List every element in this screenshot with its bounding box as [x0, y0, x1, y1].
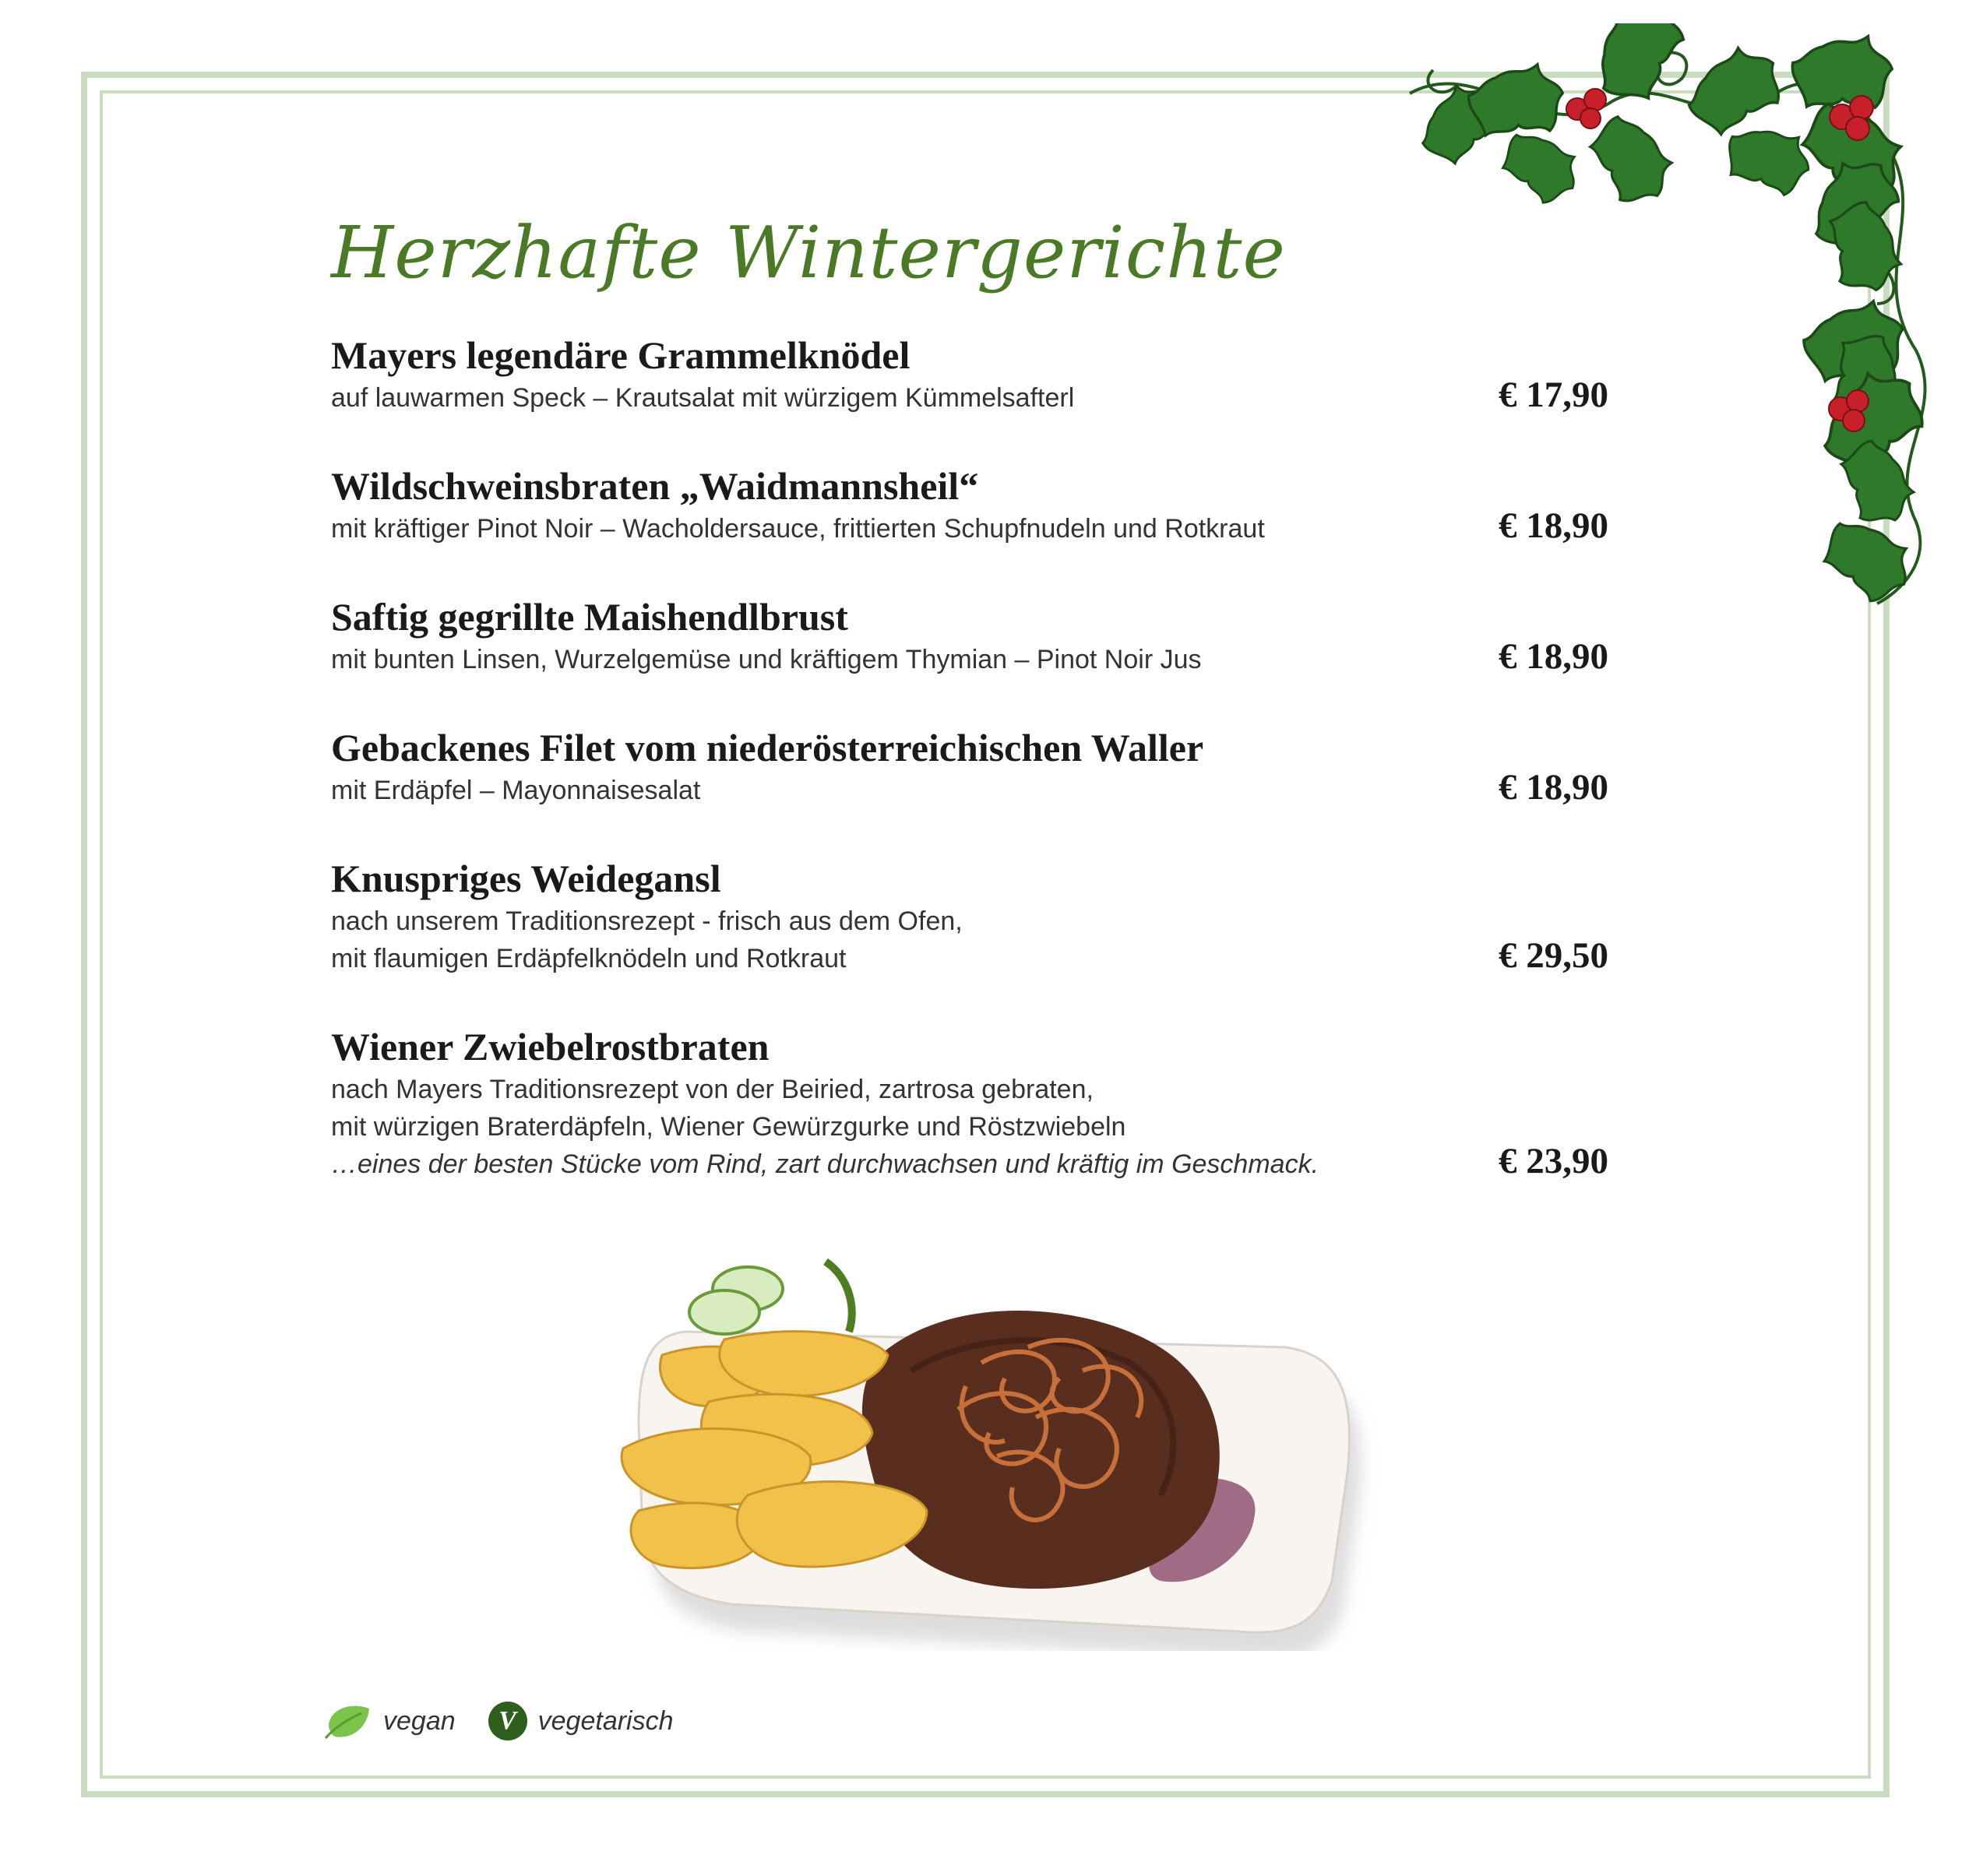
dish-description: mit Erdäpfel – Mayonnaisesalat [331, 776, 701, 805]
dish-description: nach unserem Traditionsrezept - frisch aus dem Ofen, [331, 906, 963, 936]
dish-description: mit bunten Linsen, Wurzelgemüse und kräftigem Thymian – Pinot Noir Jus [331, 645, 1202, 674]
menu-item [331, 462, 1608, 547]
dish-description: mit kräftiger Pinot Noir – Wacholdersauce, frittierten Schupfnudeln und Rotkraut [331, 514, 1265, 544]
dish-name: Wildschweinsbraten „Waidmannsheil“ [331, 464, 979, 508]
menu-item [331, 1022, 1608, 1183]
dish-description-note: …eines der besten Stücke vom Rind, zart durchwachsen und kräftig im Geschmack. [331, 1149, 1319, 1179]
page-title: Herzhafte Wintergerichte [331, 211, 1286, 294]
dish-price: € 29,50 [1499, 935, 1608, 976]
dish-name: Knuspriges Weidegansl [331, 857, 721, 900]
dish-name: Wiener Zwiebelrostbraten [331, 1025, 770, 1068]
dish-name: Gebackenes Filet vom niederösterreichischen Waller [331, 726, 1204, 769]
dish-price: € 17,90 [1499, 375, 1608, 415]
vegetarian-icon: V [488, 1702, 527, 1740]
dish-description: mit würzigen Braterdäpfeln, Wiener Gewürzgurke und Röstzwiebeln [331, 1112, 1126, 1142]
dish-name: Mayers legendäre Grammelknödel [331, 333, 911, 377]
leaf-icon [324, 1701, 372, 1741]
dish-description: auf lauwarmen Speck – Krautsalat mit würzigem Kümmelsafterl [331, 383, 1075, 413]
dish-name: Saftig gegrillte Maishendlbrust [331, 595, 848, 639]
menu-item [331, 331, 1608, 417]
dish-illustration [615, 1246, 1449, 1651]
dish-price: € 18,90 [1499, 767, 1608, 808]
dish-price: € 23,90 [1499, 1141, 1608, 1181]
menu-item [331, 854, 1608, 977]
vegetarian-label: vegetarisch [537, 1705, 674, 1736]
diet-legend [324, 1698, 674, 1744]
menu-list [331, 331, 1608, 1228]
dish-price: € 18,90 [1499, 505, 1608, 546]
menu-item [331, 593, 1608, 678]
dish-description: mit flaumigen Erdäpfelknödeln und Rotkraut [331, 944, 847, 973]
dish-description: nach Mayers Traditionsrezept von der Beiried, zartrosa gebraten, [331, 1075, 1094, 1104]
dish-price: € 18,90 [1499, 636, 1608, 677]
vegan-label: vegan [383, 1705, 456, 1736]
menu-item [331, 723, 1608, 809]
